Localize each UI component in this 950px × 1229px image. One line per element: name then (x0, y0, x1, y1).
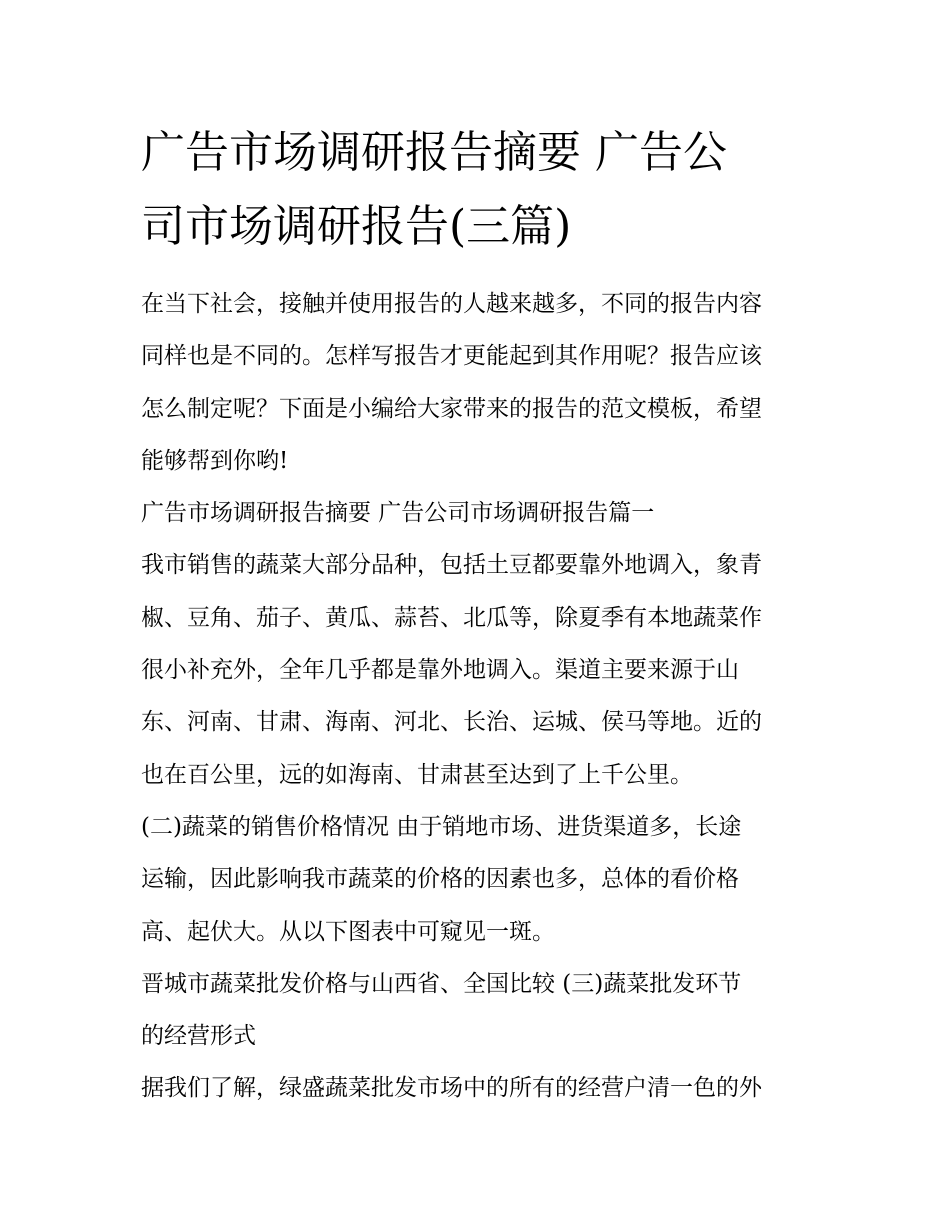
body-line: 晋城市蔬菜批发价格与山西省、全国比较 (三)蔬菜批发环节 (141, 970, 742, 997)
title-line-1: 广告市场调研报告摘要 广告公 (141, 127, 727, 178)
body-line: 同样也是不同的。怎样写报告才更能起到其作用呢？报告应该 (141, 343, 762, 370)
body-line: 怎么制定呢？下面是小编给大家带来的报告的范文模板，希望 (141, 395, 762, 422)
title-line-2: 司市场调研报告(三篇) (141, 201, 572, 252)
body-line: 高、起伏大。从以下图表中可窥见一斑。 (141, 918, 555, 945)
body-line: (二)蔬菜的销售价格情况 由于销地市场、进货渠道多，长途 (141, 813, 742, 840)
body-line: 也在百公里，远的如海南、甘肃甚至达到了上千公里。 (141, 761, 693, 788)
body-line: 运输，因此影响我市蔬菜的价格的因素也多，总体的看价格 (141, 866, 739, 893)
body-line: 据我们了解，绿盛蔬菜批发市场中的所有的经营户清一色的外 (141, 1075, 762, 1102)
body-line: 东、河南、甘肃、海南、河北、长治、运城、侯马等地。近的 (141, 709, 762, 736)
body-line: 能够帮到你哟! (141, 447, 289, 474)
body-line: 我市销售的蔬菜大部分品种，包括土豆都要靠外地调入，象青 (141, 552, 762, 579)
body-line: 在当下社会，接触并使用报告的人越来越多，不同的报告内容 (141, 291, 762, 317)
document-title (141, 116, 821, 264)
body-line: 椒、豆角、茄子、黄瓜、蒜苔、北瓜等，除夏季有本地蔬菜作 (141, 604, 762, 631)
body-line: 的经营形式 (141, 1023, 256, 1050)
section-heading: 广告市场调研报告摘要 广告公司市场调研报告篇一 (141, 500, 655, 527)
document-body (141, 278, 813, 1115)
body-line: 很小补充外，全年几乎都是靠外地调入。渠道主要来源于山 (141, 657, 739, 684)
